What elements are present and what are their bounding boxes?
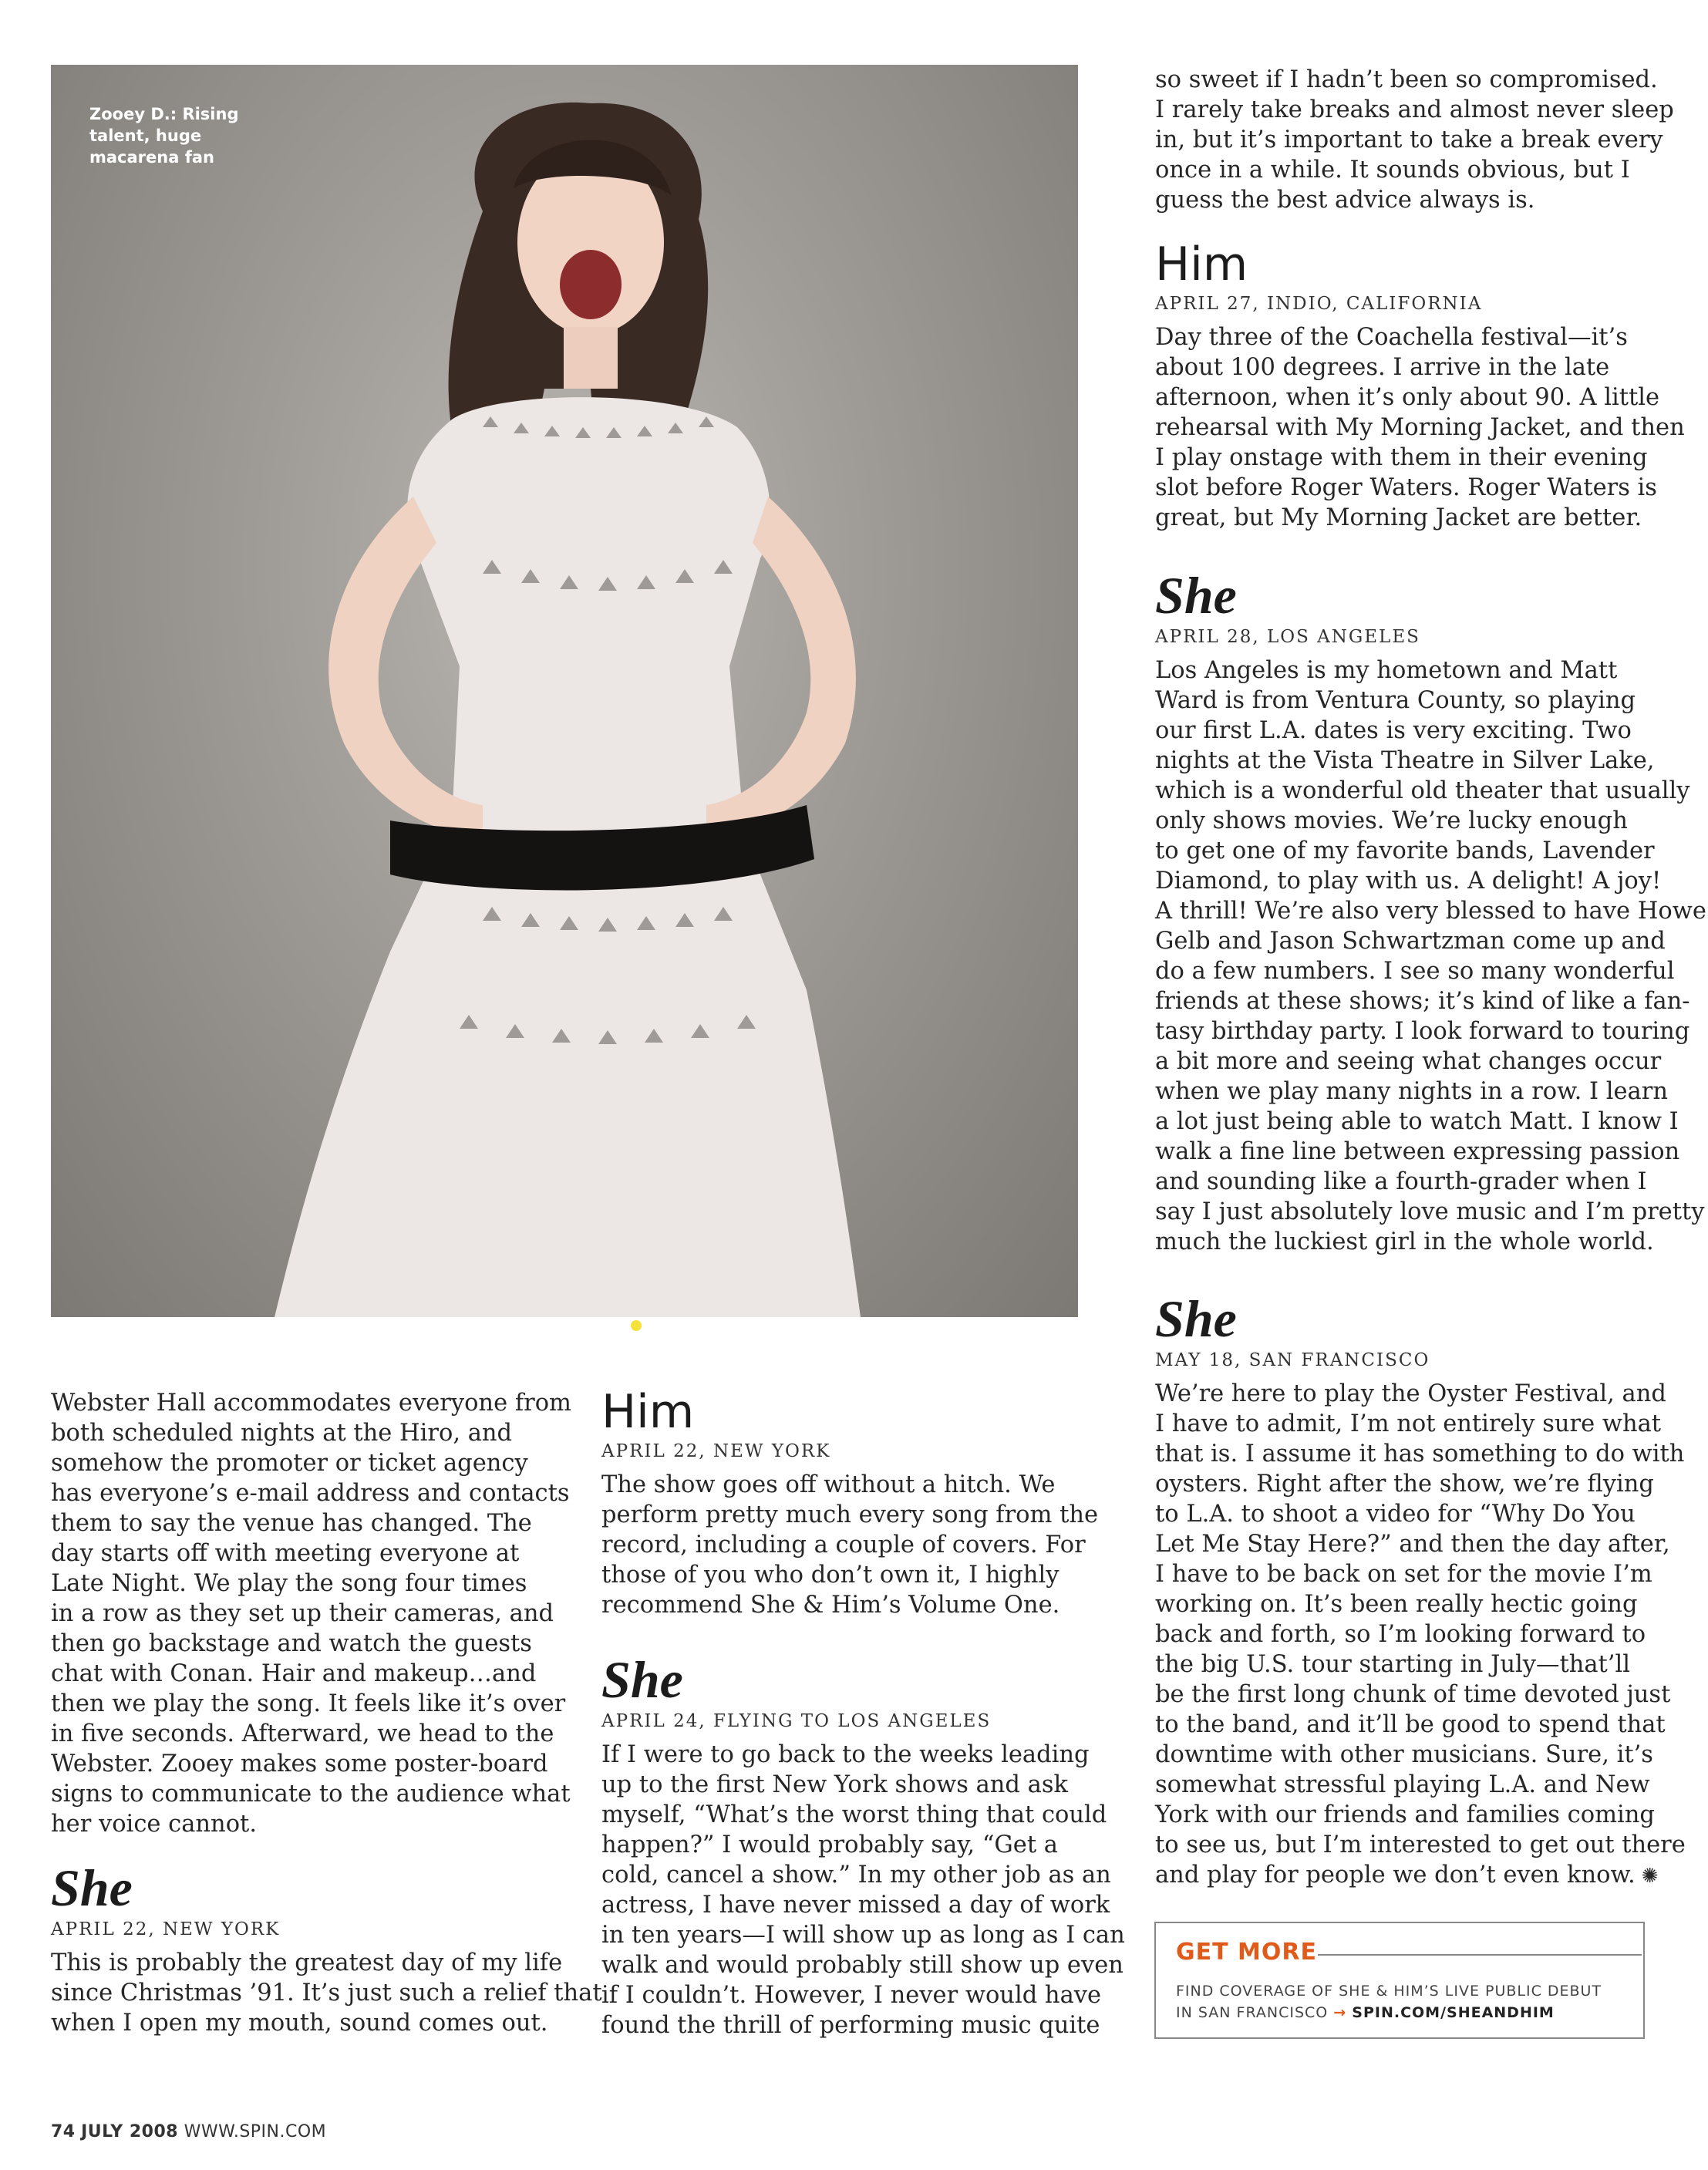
issue-date: JULY 2008 — [81, 2122, 179, 2141]
get-more-line-2 — [1176, 2002, 1602, 2023]
text-line: our first L.A. dates is very exciting. Two — [1155, 717, 1632, 744]
text-line: and sounding like a fourth-grader when I — [1155, 1168, 1647, 1195]
text-line: nights at the Vista Theatre in Silver Lake, — [1155, 747, 1655, 774]
text-line: a lot just being able to watch Matt. I know I — [1155, 1108, 1679, 1135]
page-number: 74 — [51, 2122, 76, 2141]
section-she-apr24 — [601, 1650, 1125, 2040]
section-body — [1155, 322, 1685, 533]
dateline: APRIL 22, NEW YORK — [51, 1919, 281, 1939]
text-line: signs to communicate to the audience what — [51, 1781, 571, 1808]
text-line: to see us, but I’m interested to get out there — [1155, 1831, 1686, 1858]
section-she-apr22 — [51, 1858, 602, 2038]
text-line: only shows movies. We’re lucky enough — [1155, 807, 1628, 834]
text-line: to get one of my favorite bands, Lavender — [1155, 837, 1655, 864]
text-line: Los Angeles is my hometown and Matt — [1155, 657, 1618, 684]
text-line: We’re here to play the Oyster Festival, and — [1155, 1380, 1666, 1407]
text-line: I have to be back on set for the movie I’m — [1155, 1561, 1652, 1588]
text-line: in a row as they set up their cameras, and — [51, 1600, 554, 1627]
get-more-divider — [1318, 1954, 1642, 1956]
text-line: Webster. Zooey makes some poster-board — [51, 1750, 548, 1777]
text-line: much the luckiest girl in the whole world. — [1155, 1228, 1654, 1255]
text-line: so sweet if I hadn’t been so compromised. — [1155, 66, 1658, 93]
text-line: afternoon, when it’s only about 90. A little — [1155, 384, 1660, 411]
text-line: a bit more and seeing what changes occur — [1155, 1048, 1662, 1075]
text-line: myself, “What’s the worst thing that could — [601, 1801, 1107, 1828]
section-body — [1155, 1379, 1686, 1892]
text-line: in ten years—I will show up as long as I can — [601, 1922, 1125, 1949]
text-line: actress, I have never missed a day of work — [601, 1892, 1110, 1919]
section-heading: Him — [601, 1385, 695, 1439]
text-line: back and forth, so I’m looking forward to — [1155, 1621, 1646, 1648]
column-3 — [1155, 65, 1706, 1889]
text-line: since Christmas ’91. It’s just such a relief that — [51, 1980, 602, 2007]
last-line-text: and play for people we don’t even know. — [1155, 1862, 1636, 1889]
section-him-apr27 — [1155, 238, 1685, 533]
text-line: that is. I assume it has something to do with — [1155, 1440, 1685, 1467]
dateline: APRIL 28, LOS ANGELES — [1155, 627, 1420, 647]
dateline: APRIL 24, FLYING TO LOS ANGELES — [601, 1711, 992, 1731]
text-line: Webster Hall accommodates everyone from — [51, 1390, 571, 1417]
text-line: about 100 degrees. I arrive in the late — [1155, 354, 1610, 381]
text-line: those of you who don’t own it, I highly — [601, 1562, 1059, 1589]
text-line: friends at these shows; it’s kind of like a fan- — [1155, 988, 1690, 1015]
text-line: Ward is from Ventura County, so playing — [1155, 687, 1636, 714]
photo-illustration — [51, 65, 1078, 1317]
text-line: tasy birthday party. I look forward to touring — [1155, 1018, 1690, 1045]
arrow-right-icon: → — [1333, 2004, 1347, 2021]
text-line: A thrill! We’re also very blessed to have Howe — [1155, 898, 1706, 925]
text-line: downtime with other musicians. Sure, it’s — [1155, 1741, 1653, 1768]
photo-caption: Zooey D.: Rising talent, huge macarena fan — [89, 105, 239, 167]
text-line: Late Night. We play the song four times — [51, 1570, 527, 1597]
text-line: if I couldn’t. However, I never would have — [601, 1982, 1102, 2009]
get-more-line-2-prefix: IN SAN FRANCISCO — [1176, 2004, 1329, 2021]
get-more-link[interactable]: SPIN.COM/SHEANDHIM — [1352, 2004, 1555, 2021]
text-line: found the thrill of performing music quite — [601, 2012, 1100, 2039]
text-line: I play onstage with them in their evening — [1155, 444, 1648, 471]
text-line: Gelb and Jason Schwartzman come up and — [1155, 928, 1666, 955]
text-line: then go backstage and watch the guests — [51, 1630, 532, 1657]
text-line: Day three of the Coachella festival—it’s — [1155, 324, 1628, 351]
text-line: in, but it’s important to take a break every — [1155, 126, 1663, 153]
text-line: to the band, and it’ll be good to spend that — [1155, 1711, 1666, 1738]
text-line: them to say the venue has changed. The — [51, 1510, 532, 1537]
text-line: If I were to go back to the weeks leading — [601, 1741, 1090, 1768]
text-line: Let Me Stay Here?” and then the day after, — [1155, 1531, 1670, 1558]
text-line: be the first long chunk of time devoted just — [1155, 1681, 1671, 1708]
text-line: Diamond, to play with us. A delight! A joy! — [1155, 868, 1662, 895]
get-more-title: GET MORE — [1176, 1939, 1317, 1966]
text-line: which is a wonderful old theater that usually — [1155, 777, 1690, 804]
text-line: in five seconds. Afterward, we head to the — [51, 1720, 554, 1747]
end-mark-icon: ✺ — [1641, 1865, 1659, 1888]
text-line: The show goes off without a hitch. We — [601, 1471, 1056, 1498]
text-line: to L.A. to shoot a video for “Why Do You — [1155, 1501, 1636, 1528]
text-line: somewhat stressful playing L.A. and New — [1155, 1771, 1650, 1798]
text-line: say I just absolutely love music and I’m pretty — [1155, 1198, 1705, 1225]
page-footer — [51, 2122, 326, 2141]
section-body — [1155, 655, 1706, 1257]
get-more-text — [1176, 1980, 1602, 2023]
text-line: when we play many nights in a row. I learn — [1155, 1078, 1668, 1105]
text-line: cold, cancel a show.” In my other job as an — [601, 1862, 1111, 1889]
section-heading: She — [1155, 566, 1237, 625]
text-line: when I open my mouth, sound comes out. — [51, 2010, 548, 2037]
text-line: great, but My Morning Jacket are better. — [1155, 504, 1642, 531]
text-line: I have to admit, I’m not entirely sure what — [1155, 1410, 1662, 1437]
text-line: working on. It’s been really hectic going — [1155, 1591, 1638, 1618]
text-line: chat with Conan. Hair and makeup…and — [51, 1660, 537, 1687]
text-line: slot before Roger Waters. Roger Waters is — [1155, 474, 1657, 501]
text-line: This is probably the greatest day of my life — [51, 1949, 563, 1976]
section-body — [601, 1740, 1125, 2040]
text-line: record, including a couple of covers. For — [601, 1531, 1086, 1558]
get-more-line-1: FIND COVERAGE OF SHE & HIM’S LIVE PUBLIC DEBUT — [1176, 1983, 1602, 2000]
text-line: the big U.S. tour starting in July—that’ll — [1155, 1651, 1631, 1678]
yellow-dot — [631, 1320, 642, 1331]
text-line: day starts off with meeting everyone at — [51, 1540, 520, 1567]
get-more-box — [1154, 1922, 1645, 2039]
dateline: MAY 18, SAN FRANCISCO — [1155, 1350, 1430, 1370]
text-line: York with our friends and families coming — [1155, 1801, 1655, 1828]
dateline: APRIL 22, NEW YORK — [601, 1441, 831, 1461]
text-line: both scheduled nights at the Hiro, and — [51, 1420, 513, 1447]
section-body — [601, 1470, 1110, 1620]
text-line: somehow the promoter or ticket agency — [51, 1450, 528, 1477]
text-line: happen?” I would probably say, “Get a — [601, 1831, 1058, 1858]
text-line: oysters. Right after the show, we’re flying — [1155, 1471, 1654, 1498]
text-line: do a few numbers. I see so many wonderful — [1155, 958, 1675, 985]
text-line: her voice cannot. — [51, 1811, 258, 1838]
intro-paragraph — [51, 1388, 571, 1839]
continued-paragraph — [1155, 65, 1674, 215]
section-him-apr22 — [601, 1385, 1110, 1620]
section-heading: Him — [1155, 238, 1248, 291]
section-heading: She — [1155, 1289, 1237, 1348]
text-line: perform pretty much every song from the — [601, 1501, 1099, 1528]
text-line: recommend She & Him’s Volume One. — [601, 1592, 1060, 1619]
section-body — [51, 1948, 602, 2038]
section-heading: She — [601, 1650, 683, 1709]
text-line: up to the first New York shows and ask — [601, 1771, 1068, 1798]
section-heading: She — [51, 1858, 133, 1917]
text-line: walk and would probably still show up even — [601, 1952, 1124, 1979]
column-1 — [51, 1388, 602, 2037]
text-line: once in a while. It sounds obvious, but I — [1155, 157, 1630, 184]
text-line: I rarely take breaks and almost never sleep — [1155, 96, 1674, 123]
text-line: then we play the song. It feels like it’s over — [51, 1690, 566, 1717]
dateline: APRIL 27, INDIO, CALIFORNIA — [1155, 294, 1483, 314]
feature-photo — [51, 65, 1078, 1317]
text-line: rehearsal with My Morning Jacket, and then — [1155, 414, 1685, 441]
text-line: has everyone’s e-mail address and contacts — [51, 1480, 570, 1507]
text-line: walk a fine line between expressing passion — [1155, 1138, 1680, 1165]
section-she-may18 — [1155, 1289, 1686, 1892]
text-line — [1155, 1860, 1664, 1892]
text-line: guess the best advice always is. — [1155, 187, 1535, 214]
section-she-apr28 — [1155, 566, 1706, 1257]
footer-site[interactable]: WWW.SPIN.COM — [184, 2122, 327, 2141]
